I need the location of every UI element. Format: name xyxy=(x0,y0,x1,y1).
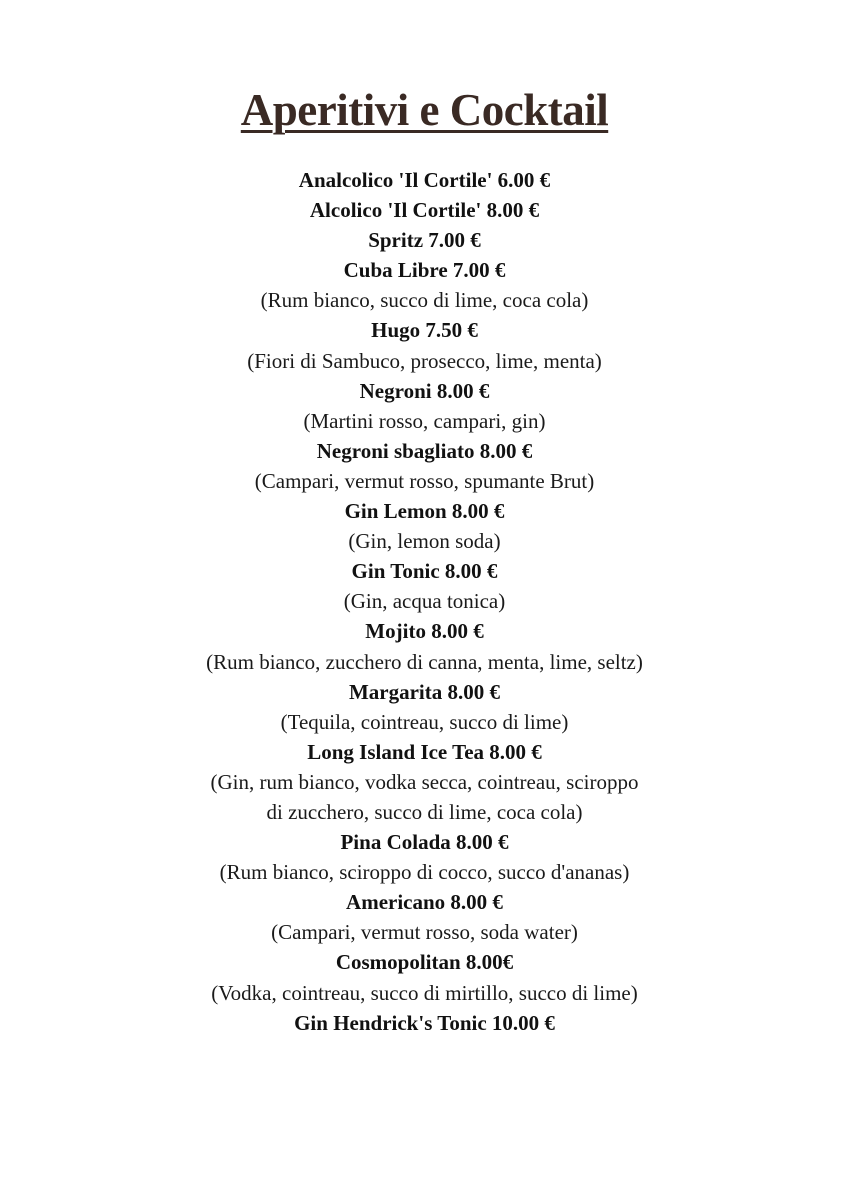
item-description: (Tequila, cointreau, succo di lime) xyxy=(280,709,569,734)
item-name: Margarita 8.00 € xyxy=(348,679,501,704)
item-name: Negroni 8.00 € xyxy=(359,378,490,403)
item-description: (Vodka, cointreau, succo di mirtillo, succo di lime) xyxy=(211,980,638,1005)
item-name: Spritz 7.00 € xyxy=(368,228,481,253)
item-description: (Gin, lemon soda) xyxy=(348,529,501,554)
item-name: Gin Hendrick's Tonic 10.00 € xyxy=(294,1010,555,1035)
item-description: (Martini rosso, campari, gin) xyxy=(303,408,546,433)
item-description: (Rum bianco, sciroppo di cocco, succo d'ananas) xyxy=(219,860,630,885)
item-name: Alcolico 'Il Cortile' 8.00 € xyxy=(309,198,540,223)
item-name: Gin Lemon 8.00 € xyxy=(344,499,505,524)
menu-title-text: Aperitivi e Cocktail xyxy=(240,85,609,135)
item-name: Analcolico 'Il Cortile' 6.00 € xyxy=(298,168,551,192)
item-name: Gin Tonic 8.00 € xyxy=(351,559,498,584)
item-description: (Fiori di Sambuco, prosecco, lime, menta) xyxy=(247,348,602,373)
item-description: (Campari, vermut rosso, soda water) xyxy=(271,920,578,945)
item-description: di zucchero, succo di lime, coca cola) xyxy=(266,799,583,824)
cocktail-list xyxy=(0,165,849,1038)
item-description: (Campari, vermut rosso, spumante Brut) xyxy=(254,468,595,493)
item-description: (Rum bianco, succo di lime, coca cola) xyxy=(260,288,589,313)
item-description: (Rum bianco, zucchero di canna, menta, lime, seltz) xyxy=(206,649,643,674)
item-name: Pina Colada 8.00 € xyxy=(340,830,509,855)
item-name: Cuba Libre 7.00 € xyxy=(343,258,506,283)
menu-title xyxy=(0,84,849,136)
item-name: Negroni sbagliato 8.00 € xyxy=(316,438,533,463)
item-name: Cosmopolitan 8.00€ xyxy=(335,950,514,975)
item-name: Hugo 7.50 € xyxy=(371,318,478,343)
item-name: Long Island Ice Tea 8.00 € xyxy=(307,739,542,764)
item-name: Mojito 8.00 € xyxy=(365,619,484,644)
item-name: Americano 8.00 € xyxy=(346,890,503,915)
item-description: (Gin, acqua tonica) xyxy=(343,589,506,614)
item-description: (Gin, rum bianco, vodka secca, cointreau, sciroppo xyxy=(210,769,639,794)
